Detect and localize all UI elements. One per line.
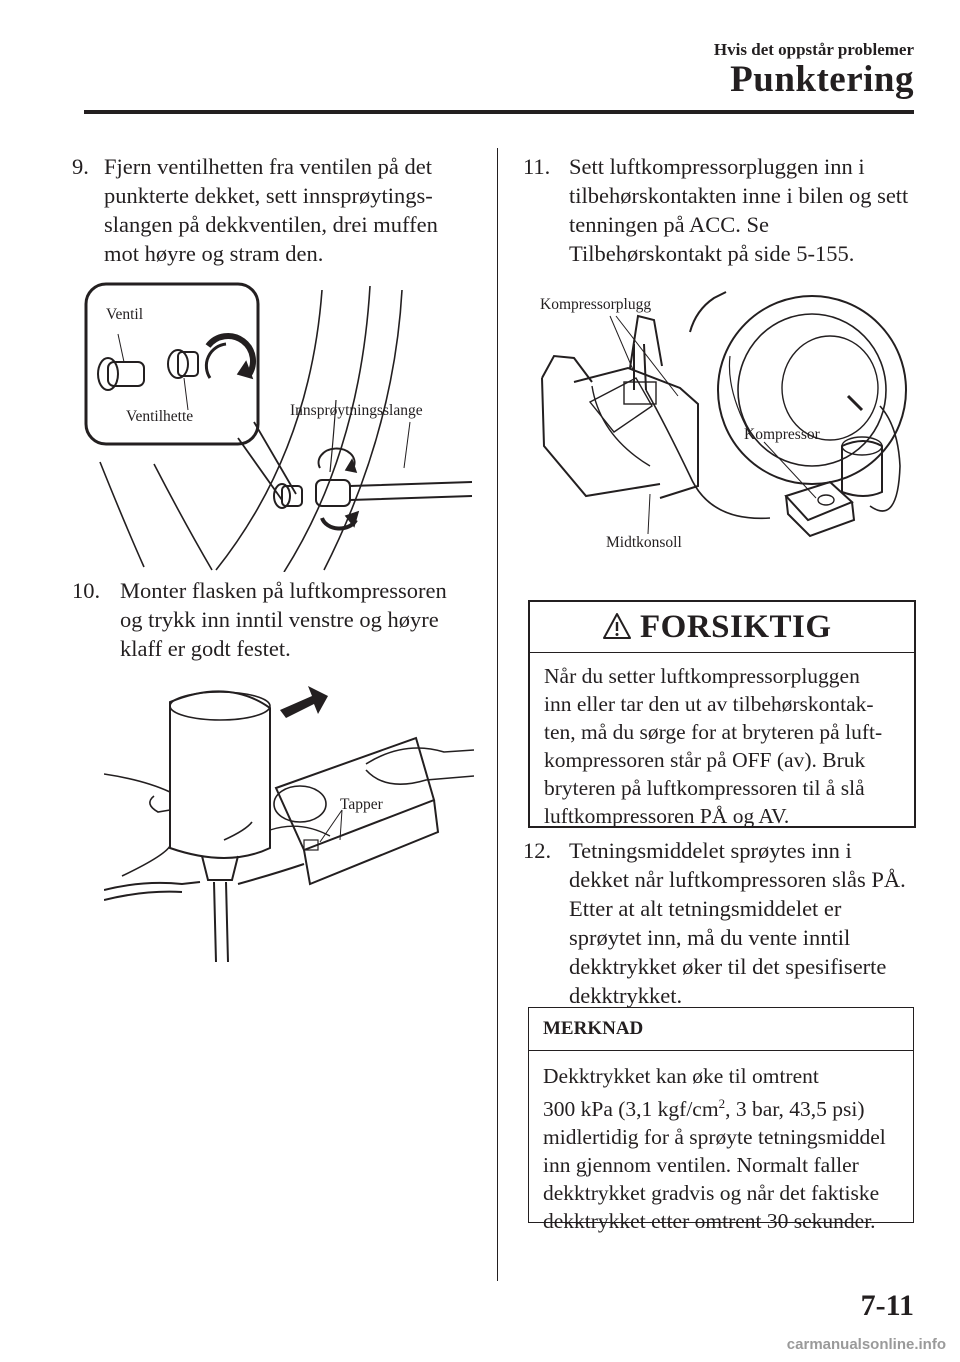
caution-line: bryteren på luftkompressoren til å slå [544,776,865,800]
valve-illustration [84,282,474,572]
label-tapper: Tapper [340,796,383,813]
caution-title: FORSIKTIG [640,609,832,645]
step-text: dekktrykket. [569,983,683,1008]
caution-line: kompressoren står på OFF (av). Bruk [544,748,866,772]
caution-line: ten, må du sørge for at bryteren på luft- [544,720,883,744]
compressor-illustration [530,286,910,566]
step-text: tilbehørskontakten inne i bilen og sett [569,183,909,208]
step-number: 10. [72,578,101,603]
caution-line: inn eller tar den ut av tilbehørskontak- [544,692,874,716]
step-text: punkterte dekket, sett innsprøytings- [104,183,433,208]
step-text: dekket når luftkompressoren slås PÅ. [569,867,906,892]
step-11 [523,152,933,272]
page-number: 7-11 [860,1289,914,1322]
label-ventilhette: Ventilhette [126,408,194,425]
note-line: inn gjennom ventilen. Normalt faller [543,1153,859,1178]
note-line: midlertidig for å sprøyte tetningsmiddel [543,1125,886,1150]
column-divider [497,148,498,1281]
step-text: Tilbehørskontakt på side 5-155. [569,241,855,266]
step-12 [523,836,933,1016]
step-10 [72,576,482,666]
note-line: dekktrykket gradvis og når det faktiske [543,1181,880,1206]
step-text: Monter flasken på luftkompressoren [120,578,447,603]
page-title: Punktering [730,59,914,100]
step-text: dekktrykket øker til det spesifiserte [569,954,887,979]
caution-header [530,602,914,653]
label-ventil: Ventil [106,306,144,323]
caution-text [544,662,882,830]
label-midtkonsoll: Midtkonsoll [606,534,682,551]
step-text: klaff er godt festet. [120,636,291,661]
label-innsproytningsslange: Innsprøytningsslange [290,402,423,419]
label-kompressorplugg: Kompressorplugg [540,296,652,313]
note-line: dekktrykket etter omtrent 30 sekunder. [543,1209,876,1234]
caution-line: luftkompressoren PÅ og AV. [544,804,790,828]
note-line-part: , 3 bar, 43,5 psi) [725,1097,865,1122]
header-rule [84,110,914,114]
section-header: Hvis det oppstår problemer [713,40,914,59]
step-number: 9. [72,154,89,179]
note-box [528,1007,914,1234]
note-line [543,1090,886,1123]
step-text: og trykk inn inntil venstre og høyre [120,607,439,632]
watermark[interactable]: carmanualsonline.info [786,1336,946,1353]
caution-box [528,600,916,828]
label-kompressor: Kompressor [744,426,820,443]
note-text [543,1062,886,1235]
note-line-part: 300 kPa (3,1 kgf/cm [543,1097,719,1122]
step-text: Sett luftkompressorpluggen inn i [569,154,865,179]
bottle-illustration [104,680,474,962]
note-title: MERKNAD [543,1018,644,1039]
step-text: sprøytet inn, må du vente inntil [569,925,851,950]
step-text: mot høyre og stram den. [104,241,324,266]
step-text: Fjern ventilhetten fra ventilen på det [104,154,433,179]
caution-line: Når du setter luftkompressorpluggen [544,664,860,688]
note-line: Dekktrykket kan øke til omtrent [543,1064,819,1088]
step-number: 12. [523,838,552,863]
step-text: Tetningsmiddelet sprøytes inn i [569,838,852,863]
note-header [529,1008,913,1051]
step-text: Etter at alt tetningsmiddelet er [569,896,842,921]
step-text: tenningen på ACC. Se [569,212,769,237]
step-9 [72,152,482,272]
superscript: 2 [718,1096,726,1111]
step-number: 11. [523,154,551,179]
warning-triangle-icon [602,612,632,640]
step-text: slangen på dekkventilen, drei muffen [104,212,438,237]
